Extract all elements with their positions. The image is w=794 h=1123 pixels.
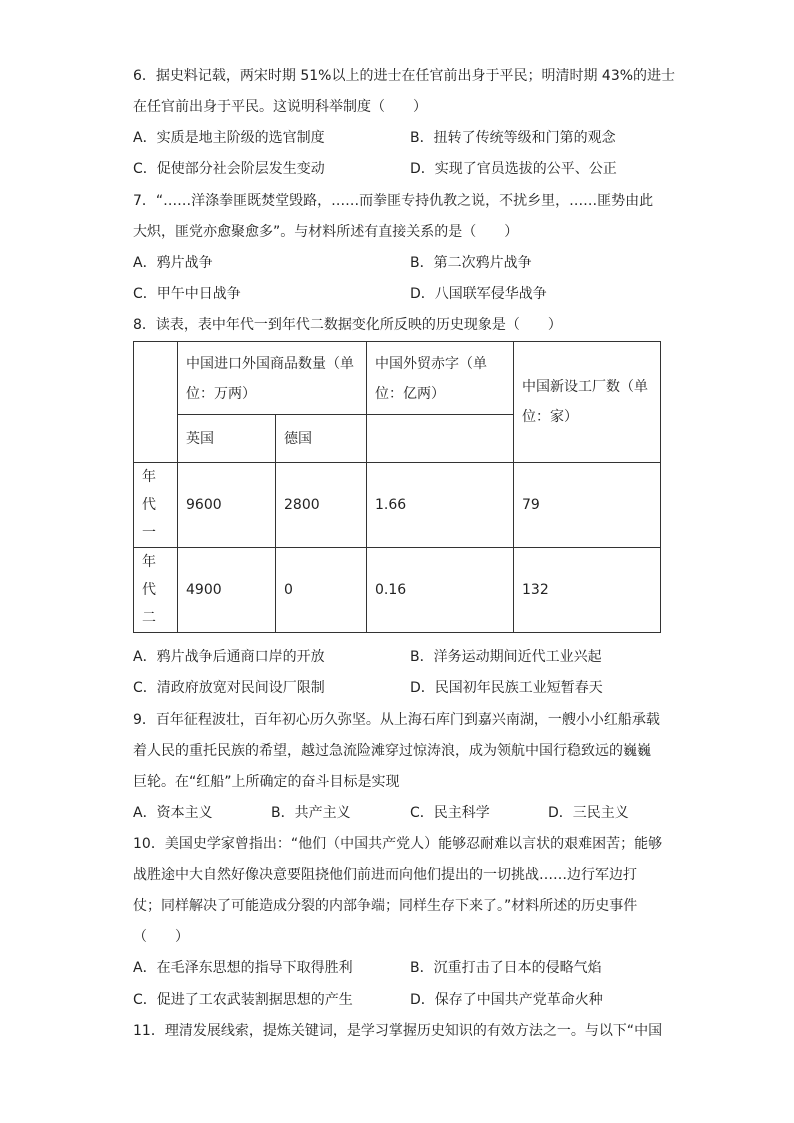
q6-stem-line2: 在任官前出身于平民。这说明科举制度（ ） (133, 99, 427, 115)
table-row (134, 463, 661, 548)
header-new-factories: 中国新设工厂数（单位：家） (514, 342, 661, 463)
cell-factories: 132 (514, 548, 661, 633)
header-germany: 德国 (276, 415, 367, 463)
q10-stem-line1: 10．美国史学家曾指出：“他们（中国共产党人）能够忍耐难以言状的艰难困苦；能够 (133, 836, 663, 852)
q7-stem-line2: 大炽，匪党亦愈聚愈多”。与材料所述有直接关系的是（ ） (133, 224, 519, 240)
q7-option-b: B．第二次鸦片战争 (410, 255, 532, 271)
q7-stem-line1: 7．“……洋涤拳匪既焚堂毁路，……而拳匪专持仇教之说，不扰乡里，……匪势由此 (133, 193, 654, 209)
q9-option-a: A．资本主义 (133, 805, 213, 821)
q10-option-a: A．在毛泽东思想的指导下取得胜利 (133, 960, 353, 976)
q11-stem-line1: 11．理清发展线索，提炼关键词，是学习掌握历史知识的有效方法之一。与以下“中国 (133, 1023, 663, 1039)
q6-option-d: D．实现了官员选拔的公平、公正 (410, 161, 617, 177)
q8-option-b: B．洋务运动期间近代工业兴起 (410, 649, 602, 665)
q7-option-a: A．鸦片战争 (133, 255, 213, 271)
cell-uk: 4900 (178, 548, 276, 633)
cell-uk: 9600 (178, 463, 276, 548)
header-trade-deficit: 中国外贸赤字（单位：亿两） (367, 342, 514, 415)
q10-stem-line4: （ ） (133, 929, 189, 945)
q7-option-c: C．甲午中日战争 (133, 286, 241, 302)
q9-option-d: D．三民主义 (548, 805, 629, 821)
row-label: 年代二 (134, 548, 178, 633)
q10-option-c: C．促进了工农武装割据思想的产生 (133, 992, 353, 1008)
q10-option-d: D．保存了中国共产党革命火种 (410, 992, 603, 1008)
q6-stem-line1: 6．据史料记载，两宋时期 51%以上的进士在任官前出身于平民；明清时期 43%的进士 (133, 68, 676, 84)
q9-option-c: C．民主科学 (410, 805, 490, 821)
q10-stem-line3: 仗；同样解决了可能造成分裂的内部争端；同样生存下来了。”材料所述的历史事件 (133, 898, 638, 914)
q6-option-b: B．扭转了传统等级和门第的观念 (410, 130, 616, 146)
table-corner-cell (134, 342, 178, 463)
row-label: 年代一 (134, 463, 178, 548)
header-import-quantity: 中国进口外国商品数量（单位：万两） (178, 342, 367, 415)
q9-stem-line3: 巨轮。在“红船”上所确定的奋斗目标是实现 (133, 774, 400, 790)
q8-option-d: D．民国初年民族工业短暂春天 (410, 680, 603, 696)
q9-stem-line2: 着人民的重托民族的希望，越过急流险滩穿过惊涛浪，成为领航中国行稳致远的巍巍 (133, 743, 651, 759)
q9-stem-line1: 9．百年征程波壮，百年初心历久弥坚。从上海石库门到嘉兴南湖，一艘小小红船承载 (133, 712, 660, 728)
cell-germany: 0 (276, 548, 367, 633)
q8-option-a: A．鸦片战争后通商口岸的开放 (133, 649, 325, 665)
q7-option-d: D．八国联军侵华战争 (410, 286, 547, 302)
q10-stem-line2: 战胜途中大自然好像决意要阻挠他们前进而向他们提出的一切挑战……边行军边打 (133, 867, 637, 883)
q8-stem: 8．读表，表中年代一到年代二数据变化所反映的历史现象是（ ） (133, 317, 562, 333)
q10-option-b: B．沉重打击了日本的侵略气焰 (410, 960, 602, 976)
cell-factories: 79 (514, 463, 661, 548)
q9-option-b: B．共产主义 (271, 805, 351, 821)
header-uk: 英国 (178, 415, 276, 463)
q8-data-table (133, 341, 661, 633)
cell-germany: 2800 (276, 463, 367, 548)
cell-deficit: 1.66 (367, 463, 514, 548)
header-deficit-empty (367, 415, 514, 463)
q6-option-a: A．实质是地主阶级的选官制度 (133, 130, 325, 146)
q8-option-c: C．清政府放宽对民间设厂限制 (133, 680, 325, 696)
cell-deficit: 0.16 (367, 548, 514, 633)
table-row (134, 548, 661, 633)
q6-option-c: C．促使部分社会阶层发生变动 (133, 161, 325, 177)
